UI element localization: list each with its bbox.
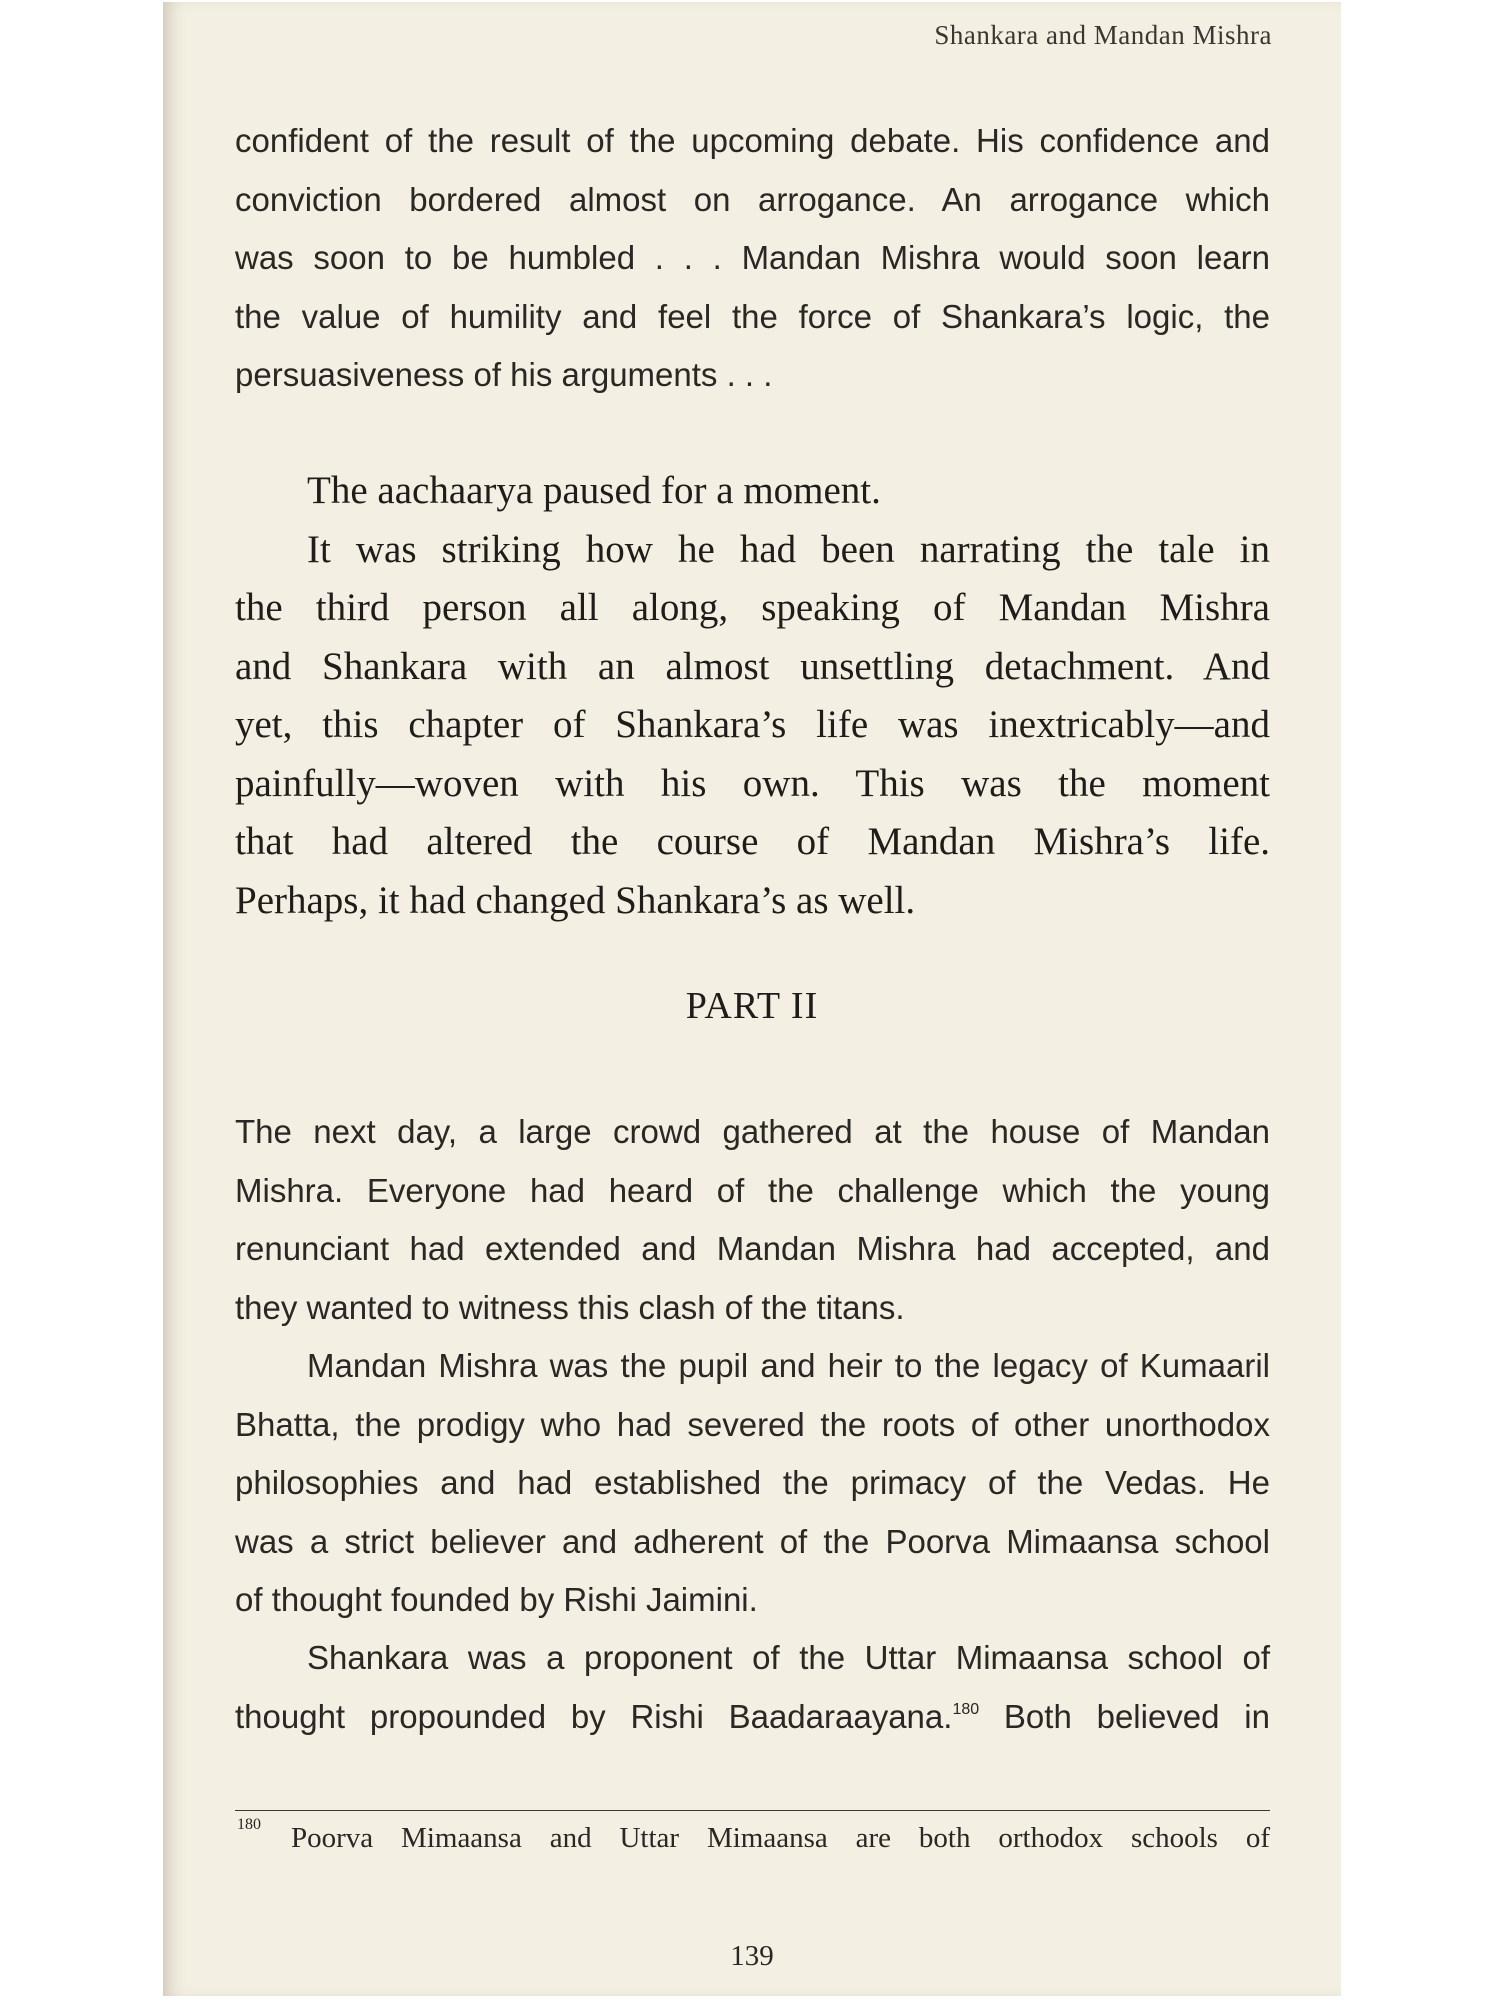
- text-line: Perhaps, it had changed Shankara’s as well.: [235, 878, 916, 922]
- text-line: the third person all along, speaking of Mandan Mishra: [235, 586, 1270, 629]
- text-line: The aachaarya paused for a moment.: [307, 469, 881, 512]
- text-line: philosophies and had established the primacy of the Vedas. He: [235, 1464, 1270, 1501]
- text-line: Shankara was a proponent of the Uttar Mimaansa school of: [307, 1639, 1270, 1676]
- paragraph: [235, 1103, 1270, 1337]
- text-line: Mishra. Everyone had heard of the challenge which the young: [235, 1171, 1270, 1209]
- text-line: the value of humility and feel the force of Shankara’s logic, the: [235, 297, 1270, 335]
- paragraph: [235, 1629, 1270, 1746]
- footnote-marker: 180: [237, 1816, 261, 1833]
- text-line: Mandan Mishra was the pupil and heir to the legacy of Kumaaril: [307, 1347, 1270, 1384]
- text-line: conviction bordered almost on arrogance. An arrogance which: [235, 180, 1270, 218]
- text-line: persuasiveness of his arguments . . .: [235, 356, 773, 393]
- text-line: and Shankara with an almost unsettling detachment. And: [235, 644, 1270, 688]
- section-heading: PART II: [685, 985, 819, 1027]
- text-segment: thought propounded by Rishi Baadaraayana.: [235, 1697, 953, 1735]
- text-line: confident of the result of the upcoming debate. His confidence and: [235, 122, 1270, 159]
- text-line: yet, this chapter of Shankara’s life was inextricably—and: [235, 703, 1270, 746]
- text-line: they wanted to witness this clash of the titans.: [235, 1288, 905, 1326]
- footnote-reference[interactable]: 180: [952, 1700, 980, 1718]
- text-line: of thought founded by Rishi Jaimini.: [235, 1581, 758, 1618]
- page-number: 139: [730, 1940, 774, 1972]
- text-line: that had altered the course of Mandan Mishra’s life.: [235, 820, 1270, 863]
- book-page: [163, 2, 1341, 1996]
- text-line: It was striking how he had been narrating the tale in: [307, 527, 1270, 571]
- text-segment: Both believed in: [979, 1697, 1270, 1735]
- footnote-divider: [235, 1810, 1270, 1811]
- paragraph: [235, 1337, 1270, 1630]
- text-line: painfully—woven with his own. This was the moment: [235, 761, 1270, 805]
- text-line: was a strict believer and adherent of the Poorva Mimaansa school: [235, 1522, 1270, 1560]
- narration-paragraphs: [235, 462, 1270, 930]
- text-line: was soon to be humbled . . . Mandan Mishra would soon learn: [235, 239, 1270, 276]
- text-line: renunciant had extended and Mandan Mishra had accepted, and: [235, 1230, 1270, 1267]
- running-head: Shankara and Mandan Mishra: [934, 20, 1272, 50]
- footnote-text: Poorva Mimaansa and Uttar Mimaansa are both orthodox schools of: [291, 1822, 1270, 1854]
- text-line: The next day, a large crowd gathered at the house of Mandan: [235, 1113, 1270, 1150]
- text-line: Bhatta, the prodigy who had severed the roots of other unorthodox: [235, 1405, 1270, 1443]
- text-line: [235, 1688, 1270, 1747]
- paragraph-continued: [235, 112, 1270, 405]
